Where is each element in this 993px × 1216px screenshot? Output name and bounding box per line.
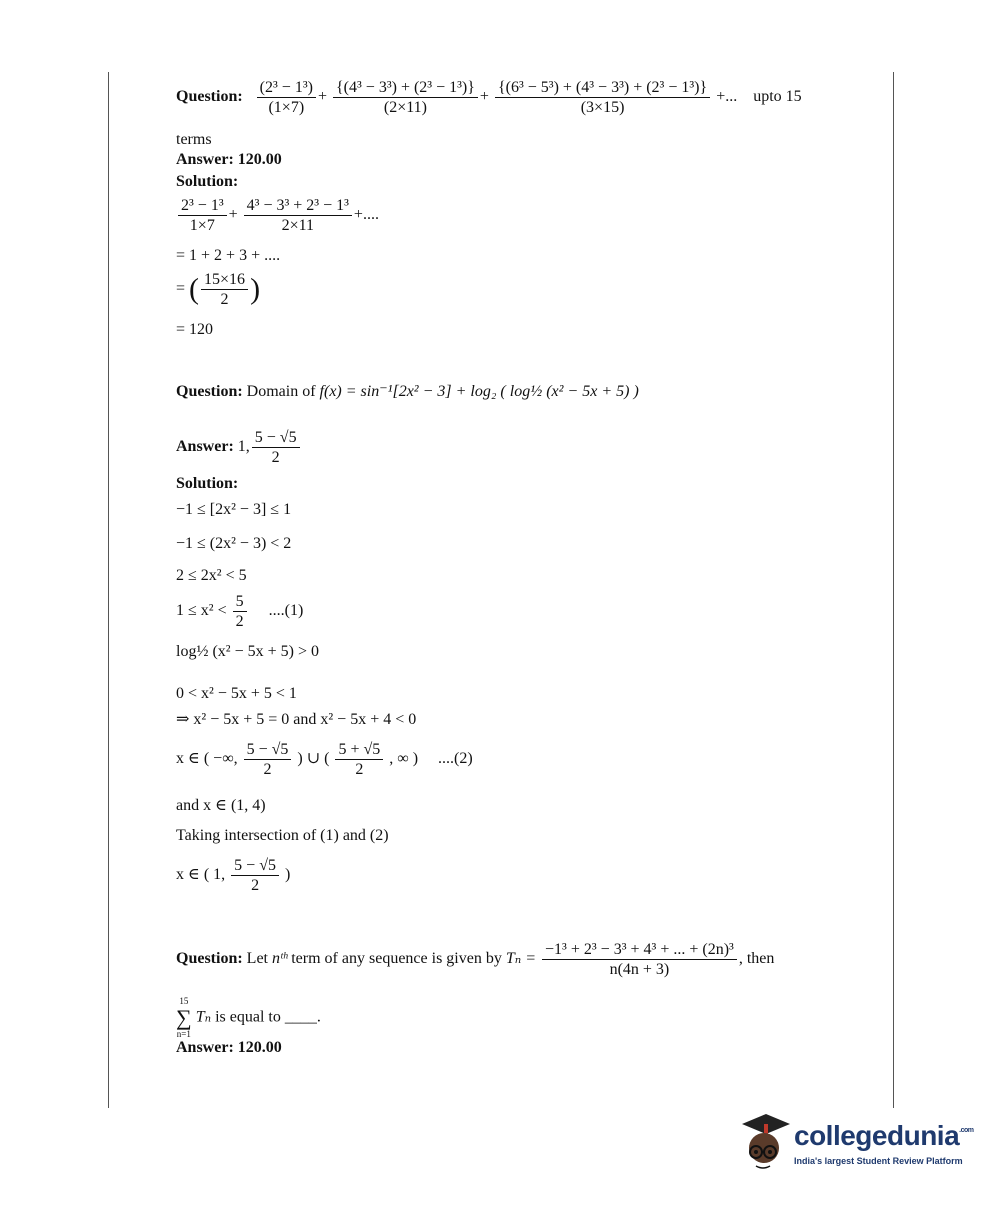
q2-solution-step-9: and x ∈ (1, 4): [176, 797, 266, 814]
collegedunia-logo: [736, 1108, 974, 1178]
q1-solution-label: Solution:: [176, 173, 239, 190]
q2-solution-step-10: Taking intersection of (1) and (2): [176, 827, 389, 844]
q2-solution-label: Solution:: [176, 475, 239, 492]
q3-summation: 15 ∑ n=1: [176, 996, 192, 1039]
right-margin-rule: [893, 72, 894, 1108]
q1-question-label: Question:: [176, 88, 243, 106]
q2-question-label: Question:: [176, 383, 243, 400]
q3-answer-value: 120.00: [237, 1039, 282, 1056]
q1-term-2: $\frac{\text{\{(4³ − 3³) + (2³ − 1³)\}}}{(2\times 11)}$: [333, 78, 478, 117]
q1-upto: upto 15: [753, 88, 802, 106]
q3-sum-line: 15 ∑ n=1 Tₙ is equal to ____.: [176, 996, 321, 1039]
student-mascot-icon: [736, 1108, 792, 1174]
q2-solution-step-11: x ∈ ( 1, $\frac{5 - √5}{2}$ ): [176, 857, 291, 894]
q1-tail: +...: [716, 88, 738, 106]
q2-question-line: Question: Domain of f(x) = sin⁻¹[2x² − 3] + log₂ ( log½ (x² − 5x + 5) ): [176, 383, 639, 400]
q3-sequence-fraction: $\frac{\text{−1³ + 2³ − 3³ + 4³ + ... + (2n)³}}{n(4n + 3)}$: [542, 940, 737, 979]
q1-answer-value: 120.00: [237, 151, 282, 168]
q2-solution-step-8: x ∈ ( −∞, $\frac{5 - √5}{2}$ ) ∪ ( $\frac{5 + √5}{2}$ , ∞ ) ....(2): [176, 741, 473, 778]
left-margin-rule: [108, 72, 109, 1108]
q2-solution-step-6: 0 < x² − 5x + 5 < 1: [176, 685, 297, 702]
q1-solution-step-2: = 1 + 2 + 3 + ....: [176, 247, 281, 264]
q1-terms-text: terms: [176, 131, 212, 148]
q1-solution-step-3: = ( $\frac{15\times 16}{2}$ ): [176, 271, 261, 308]
q3-answer: Answer: 120.00: [176, 1039, 282, 1056]
q2-solution-step-5: log½ (x² − 5x + 5) > 0: [176, 643, 319, 660]
q3-question-line: Question: Let nᵗʰ term of any sequence is given by Tₙ = $\frac{\text{−1³ + 2³ − 3³ + 4³ + ... + (2n)³}}{n(4n + 3)}$ , then: [176, 941, 775, 978]
q2-answer: Answer: 1, $\frac{5 - √5}{2}$: [176, 428, 302, 467]
brand-tagline: India's largest Student Review Platform: [794, 1156, 963, 1166]
q2-solution-step-2: −1 ≤ (2x² − 3) < 2: [176, 535, 292, 552]
q1-answer: Answer: 120.00: [176, 151, 282, 168]
q1-solution-step-1: $\frac{\text{2³ − 1³}}{1\times 7}$ + $\frac{\text{4³ − 3³ + 2³ − 1³}}{2\times 11}$ +....: [176, 196, 379, 235]
q2-solution-step-7: ⇒ x² − 5x + 5 = 0 and x² − 5x + 4 < 0: [176, 711, 417, 728]
q2-solution-step-1: −1 ≤ [2x² − 3] ≤ 1: [176, 501, 292, 518]
q2-solution-step-4: 1 ≤ x² < $\frac{5}{2}$ ....(1): [176, 593, 304, 630]
q1-term-1: $\frac{\text{(2³ − 1³)}}{(1\times 7)}$: [257, 78, 316, 117]
q1-question-line: Question: $\frac{\text{(2³ − 1³)}}{(1\times 7)}$ + $\frac{\text{\{(4³ − 3³) + (2³ − 1³)\}}}{(2\times 11)}$ + $\frac{\text{\{(6³ − 5³) + (4³ − 3³) + (2³ − 1³)\}}}{(3\times 15)}$ +... upto 15: [176, 79, 802, 116]
q3-question-label: Question:: [176, 950, 243, 968]
brand-name: collegedunia$^{.com}$: [794, 1120, 974, 1151]
q2-function-expression: f(x) = sin⁻¹[2x² − 3] + log₂ ( log½ (x² − 5x + 5) ): [319, 383, 639, 400]
q1-solution-step-4: = 120: [176, 321, 214, 338]
q2-solution-step-3: 2 ≤ 2x² < 5: [176, 567, 247, 584]
q1-term-3: $\frac{\text{\{(6³ − 5³) + (4³ − 3³) + (2³ − 1³)\}}}{(3\times 15)}$: [495, 78, 710, 117]
